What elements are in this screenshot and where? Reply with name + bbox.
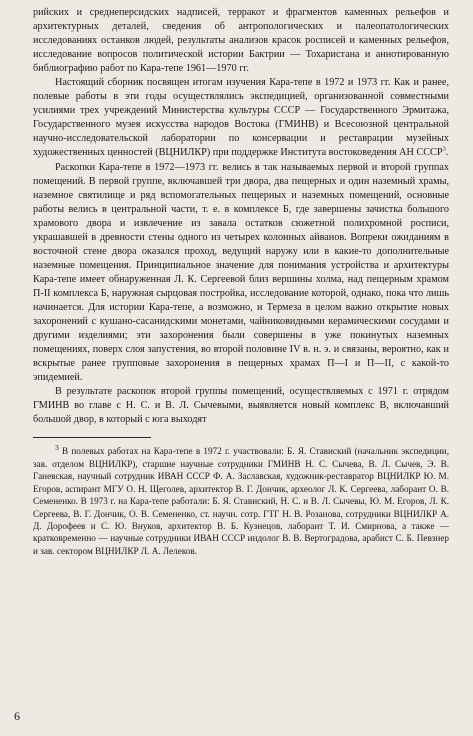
footnote-separator [33,437,151,438]
footnote-text: В полевых работах на Кара-тепе в 1972 г. участвовали: Б. Я. Ставиский (начальник экспедиции, зав. отделом ВЦНИЛКР), старшие научные сотрудники ГМИНВ Н. С. Сычева, В. Л. Сычев, Э. В. Ганевская, научный сотрудник ИВАН СССР Ф. А. Заславская, художник-реставратор ВЦНИЛКР Ю. М. Егоров, аспирант МГУ О. Н. Щеголев, архитектор В. Г. Дончик, археолог Л. К. Сергеева, лаборант О. В. Семененко. В 1973 г. на Кара-тепе работали: Б. Я. Ставиский, Н. С. и В. Л. Сычевы, Ю. М. Егоров, Л. К. Сергеева, В. Г. Дончик, О. В. Семененко, ст. научн. сотр. ГТГ Н. В. Розанова, сотрудники ВЦНИЛКР А. Д. Дорофеев и С. Ю. Внуков, архитектор В. Б. Кузнецов, лаборант Т. И. Смирнова, а также — кратковременно — научные сотрудники ИВАН СССР индолог В. В. Вертоградова, арабист С. Б. Певзнер и зав. сектором ВЦНИЛКР Л. А. Лелеков. [33,446,449,556]
footnote [33,442,449,557]
paragraph-3: Раскопки Кара-тепе в 1972—1973 гг. велись в так называемых первой и второй группах помещений. В первой группе, включавшей три двора, два пещерных и один наземный храмы, наземное святилище и ряд вспомогательных пещерных и наземных помещений, основные работы велись в центральной части, т. е. в комплексе Б, где завершены зачистка большого храмового двора и извлечение из завала остатков сюжетной полихромной росписи, украшавшей в древности стены одного из четырех колонных айванов. Вопреки ожиданиям в восточной стене двора оказался проход, ведущий наружу или в какие-то дополнительные наземные помещения. Принципиальное значение для понимания устройства и архитектуры Кара-тепе имеет обнаруженная Л. К. Сергеевой близ вершины холма, над пещерным храмом П-II комплекса Б, наружная сырцовая постройка, исследование которой, однако, пока что лишь начинается. Для истории Кара-тепе, а возможно, и Термеза в целом важно открытие новых захоронений с кушано-сасанидскими монетами, чайниковидными керамическими сосудами и другими изделиями; эти захоронения были совершены в уже покинутых наземных помещениях, поверх слоя запустения, во второй половине IV в. н. э. и связаны, вероятно, как и вскрытые ранее групповые захоронения в пещерных храмах П—I и П—II, с какой-то эпидемией. [33,161,449,384]
paragraph-2-text: Настоящий сборник посвящен итогам изучения Кара-тепе в 1972 и 1973 гг. Как и ранее, полевые работы в эти годы осуществлялись экспедицией, организованной совместными усилиями трех учреждений Министерства культуры СССР — Государственного Эрмитажа, Государственного музея искусства народов Востока (ГМИНВ) и Всесоюзной центральной научно-исследовательской лаборатории по консервации и реставрации музейных художественных ценностей (ВЦНИЛКР) при поддержке Института востоковедения АН СССР [33,77,449,159]
footnote-number: 3 [55,443,59,453]
paragraph-1: рийских и среднеперсидских надписей, терракот и фрагментов каменных рельефов и архитектурных деталей, сведения об антропологических и палеопатологических исследованиях останков людей, результаты анализов красок росписей и каменных рельефов, исследование вопросов политической истории Бактрии — Тохаристана и аннотированную библиографию работ по Кара-тепе 1961—1970 гг. [33,7,449,75]
footnote-reference: 3 [442,146,446,154]
page-number: 6 [14,709,20,723]
paragraph-4: В результате раскопок второй группы помещений, осуществляемых с 1971 г. отрядом ГМИНВ во главе с Н. С. и В. Л. Сычевыми, выявляется новый комплекс В, включавший большой двор, в который с юга выходят [33,386,449,426]
paragraph-2: Настоящий сборник посвящен итогам изучения Кара-тепе в 1972 и 1973 гг. Как и ранее, полевые работы в эти годы осуществлялись экспедицией, организованной совместными усилиями трех учреждений Министерства культуры СССР — Государственного Эрмитажа, Государственного музея искусства народов Востока (ГМИНВ) и Всесоюзной центральной научно-исследовательской лаборатории по консервации и реставрации музейных художественных ценностей (ВЦНИЛКР) при поддержке Института востоковедения АН СССР$^3$. [33,77,449,159]
main-text [33,6,449,427]
